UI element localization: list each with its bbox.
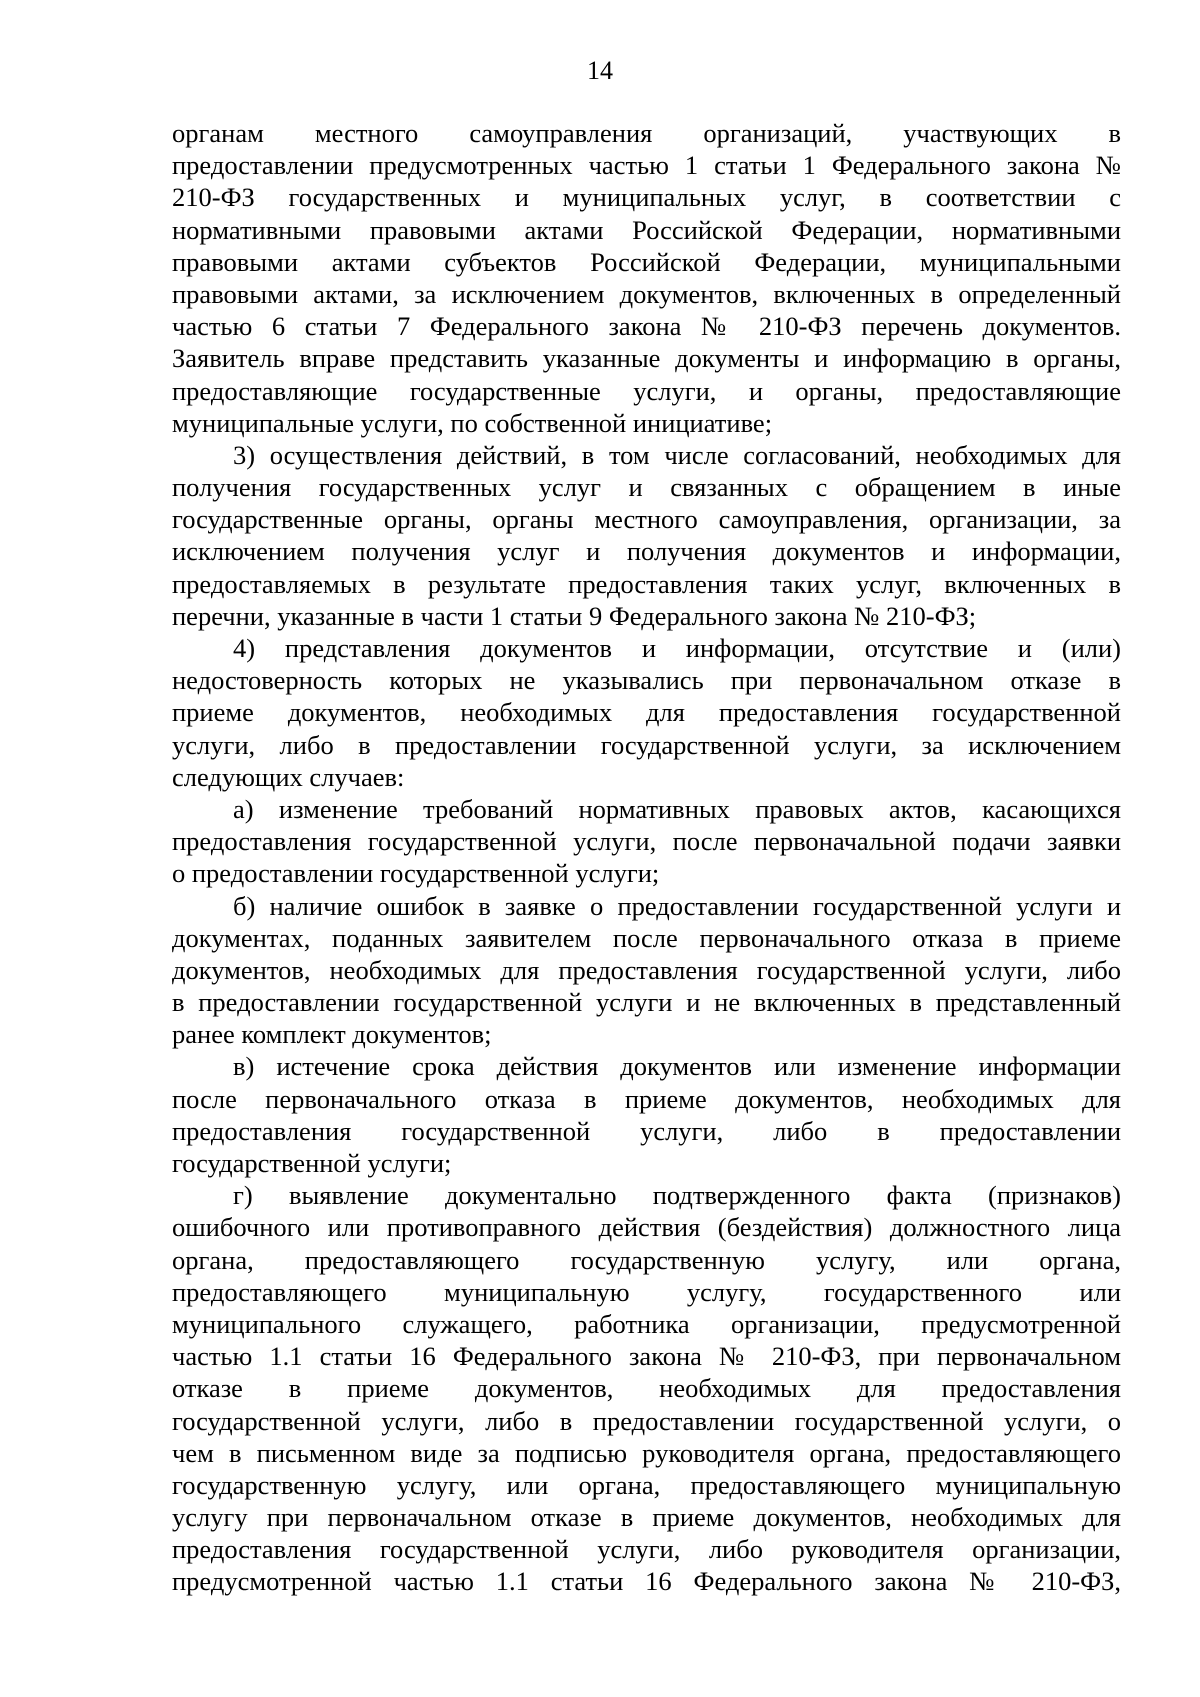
text-line: в предоставлении государственной услуги и не включенных в представленный [172,987,1121,1018]
text-line: следующих случаев: [172,761,405,792]
text-line: предоставлении предусмотренных частью 1 статьи 1 Федерального закона № [172,150,1121,181]
text-line: органа, предоставляющего государственную услугу, или органа, [172,1244,1121,1275]
text-line: получения государственных услуг и связанных с обращением в иные [172,472,1121,503]
text-line: приеме документов, необходимых для предоставления государственной [172,697,1121,728]
text-line: г) выявление документально подтвержденного факта (признаков) [233,1180,1121,1211]
text-line: документах, поданных заявителем после первоначального отказа в приеме [172,922,1121,953]
text-line: б) наличие ошибок в заявке о предоставлении государственной услуги и [233,890,1121,921]
text-line: а) изменение требований нормативных правовых актов, касающихся [233,793,1121,824]
page-number: 14 [587,56,613,85]
document-body [172,117,1121,1598]
text-line: предоставляющего муниципальную услугу, государственного или [172,1276,1121,1307]
text-line: 210-ФЗ государственных и муниципальных услуг, в соответствии с [172,182,1121,213]
text-line: Заявитель вправе представить указанные документы и информацию в органы, [172,343,1121,374]
text-line: ошибочного или противоправного действия (бездействия) должностного лица [172,1212,1121,1243]
text-line: правовыми актами субъектов Российской Федерации, муниципальными [172,246,1121,277]
text-line: ранее комплект документов; [172,1019,492,1050]
text-line: государственную услугу, или органа, предоставляющего муниципальную [172,1469,1121,1500]
text-line: недостоверность которых не указывались при первоначальном отказе в [172,665,1121,696]
text-line: чем в письменном виде за подписью руководителя органа, предоставляющего [172,1437,1121,1468]
text-line: после первоначального отказа в приеме документов, необходимых для [172,1083,1121,1114]
text-line: 3) осуществления действий, в том числе согласований, необходимых для [233,439,1121,470]
text-line: предоставления государственной услуги, либо руководителя организации, [172,1534,1121,1565]
text-line: перечни, указанные в части 1 статьи 9 Федерального закона № 210-ФЗ; [172,600,977,631]
text-line: предоставления государственной услуги, после первоначальной подачи заявки [172,826,1121,857]
text-line: предоставляющие государственные услуги, и органы, предоставляющие [172,375,1121,406]
text-line: исключением получения услуг и получения документов и информации, [172,536,1121,567]
text-line: отказе в приеме документов, необходимых для предоставления [172,1373,1121,1404]
text-line: услуги, либо в предоставлении государственной услуги, за исключением [172,729,1121,760]
text-line: муниципальные услуги, по собственной инициативе; [172,407,773,438]
paragraph [172,632,1121,793]
text-line: 4) представления документов и информации, отсутствие и (или) [233,633,1121,663]
text-line: о предоставлении государственной услуги; [172,858,660,889]
text-line: частью 6 статьи 7 Федерального закона № 210-ФЗ перечень документов. [172,311,1121,342]
text-line: органам местного самоуправления организаций, участвующих в [172,118,1121,148]
text-line: правовыми актами, за исключением документов, включенных в определенный [172,278,1121,309]
text-line: услугу при первоначальном отказе в приеме документов, необходимых для [172,1502,1121,1533]
text-line: государственной услуги, либо в предоставлении государственной услуги, о [172,1405,1121,1436]
text-line: государственной услуги; [172,1148,452,1178]
text-line: в) истечение срока действия документов или изменение информации [233,1051,1121,1082]
text-line: частью 1.1 статьи 16 Федерального закона № 210-ФЗ, при первоначальном [172,1341,1121,1372]
paragraph [172,1179,1121,1597]
text-line: нормативными правовыми актами Российской Федерации, нормативными [172,214,1121,245]
paragraph [172,117,1121,439]
paragraph [172,793,1121,890]
paragraph [172,890,1121,1051]
paragraph [172,1050,1121,1179]
text-line: предоставляемых в результате предоставления таких услуг, включенных в [172,568,1121,599]
text-line: муниципального служащего, работника организации, предусмотренной [172,1308,1121,1339]
text-line: документов, необходимых для предоставления государственной услуги, либо [172,954,1121,985]
paragraph [172,439,1121,632]
text-line: предоставления государственной услуги, либо в предоставлении [172,1115,1121,1146]
text-line: государственные органы, органы местного самоуправления, организации, за [172,504,1121,535]
text-line: предусмотренной частью 1.1 статьи 16 Федерального закона № 210-ФЗ, [172,1566,1121,1597]
